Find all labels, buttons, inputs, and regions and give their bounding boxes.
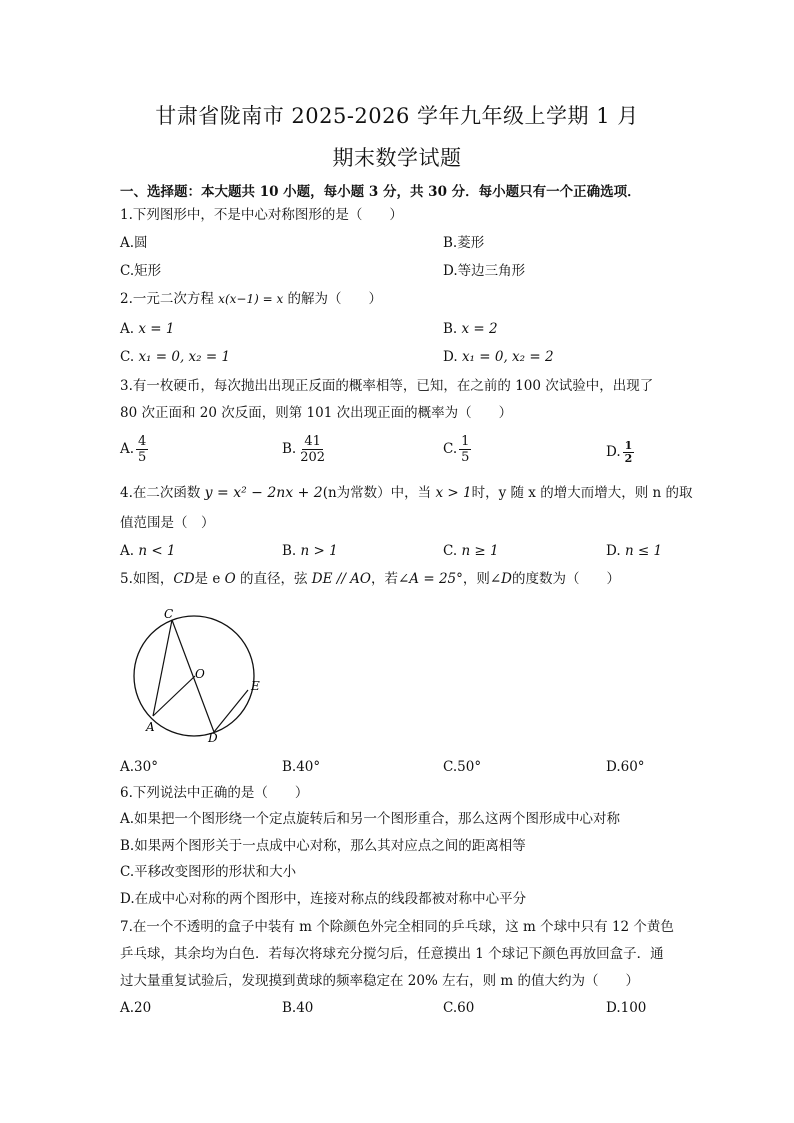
segment-cd-diameter [172,620,214,732]
option-label: B. [282,441,297,457]
question-7-option-d: D.100 [606,1000,647,1016]
option-label: C. [443,543,462,559]
option-label: B. [282,543,301,559]
question-6-option-c: C.平移改变图形的形状和大小 [120,864,297,880]
point-c-label: C [164,607,174,621]
point-o-label: O [195,667,205,681]
option-label: B. [443,321,462,337]
question-3-stem-line2: 80 次正面和 20 次反面，则第 101 次出现正面的概率为（ ） [120,405,513,421]
fraction [459,434,471,465]
stem-text: ，若 [370,571,398,587]
question-4-option-c [443,542,499,560]
point-e-label: E [251,679,260,693]
option-math: x₁ = 0, x₂ = 2 [461,349,554,365]
option-label: D. [443,349,462,365]
question-3-stem-line1: 3.有一枚硬币，每次抛出出现正反面的概率相等，已知，在之前的 100 次试验中，出现了 [120,378,654,394]
stem-text: 的度数为（ ） [512,571,621,587]
fraction-numerator: 4 [138,434,147,449]
question-4-option-b [282,542,338,560]
question-6-option-b: B.如果两个图形关于一点成中心对称，那么其对应点之间的距离相等 [120,838,526,854]
fraction [623,440,635,465]
question-2-stem-prefix: 2.一元二次方程 [120,291,219,307]
question-5-option-b: B.40° [282,759,321,775]
question-2-equation: x(x−1) = x [218,292,284,306]
stem-text: 5.如图， [120,571,174,587]
option-label: C. [120,349,139,365]
question-2-option-d [443,348,554,366]
question-4-stem-line1 [120,484,693,502]
condition-expression: x > 1 [435,485,472,501]
segment-ca [153,620,172,716]
question-3-option-a [120,434,148,465]
option-math: n < 1 [138,543,176,559]
fraction-denominator: 5 [461,450,470,465]
question-1-option-c: C.矩形 [120,263,162,279]
question-1-option-b: B.菱形 [443,235,485,251]
question-5-option-d: D.60° [606,759,645,775]
fraction-denominator: 202 [300,450,326,465]
stem-text: (n为常数）中，当 [322,485,436,501]
stem-text: 的直径，弦 [235,571,312,587]
exam-title-line1: 甘肃省陇南市 2025-2026 学年九年级上学期 1 月 [155,104,639,128]
question-1-option-a: A.圆 [120,235,148,251]
math-symbol: ∠D [489,571,513,587]
question-3-option-b [282,434,327,465]
question-4-option-a [120,542,176,560]
question-7-option-b: B.40 [282,1000,314,1016]
question-6-option-d: D.在成中心对称的两个图形中，连接对称点的线段都被对称中心平分 [120,891,527,907]
stem-text: ，则 [462,571,490,587]
option-label: D. [606,543,625,559]
question-4-stem-line2: 值范围是（ ） [120,515,215,531]
question-7-stem-line2: 乒乓球，其余均为白色．若每次将球充分搅匀后，任意摸出 1 个球记下颜色再放回盒子．通 [120,946,664,962]
option-label: C. [443,441,458,457]
stem-text: 4.在二次函数 [120,485,205,501]
function-expression: y = x² − 2nx + 2 [204,485,323,501]
fraction-numerator: 1 [461,434,470,449]
question-2-option-a [120,320,174,338]
question-1-stem: 1.下列图形中，不是中心对称图形的是（ ） [120,207,403,223]
stem-text: 是 e [194,571,225,587]
option-label: A. [120,321,139,337]
point-d-label: D [208,731,218,745]
fraction [136,434,148,465]
question-2-stem [120,290,382,308]
math-symbol: CD [173,571,195,587]
question-7-stem-line1: 7.在一个不透明的盒子中装有 m 个除颜色外完全相同的乒乓球，这 m 个球中只有 12 个黄色 [120,919,674,935]
question-5-stem [120,570,620,588]
fraction [298,434,327,465]
math-symbol: O [224,571,236,587]
question-4-option-d [606,542,662,560]
option-label: A. [120,441,135,457]
question-7-option-a: A.20 [120,1000,152,1016]
question-6-option-a: A.如果把一个图形绕一个定点旋转后和另一个图形重合，那么这两个图形成中心对称 [120,811,621,827]
math-symbol: DE // AO [311,571,371,587]
question-3-option-d [606,440,634,465]
question-1-option-d: D.等边三角形 [443,263,526,279]
question-7-option-c: C.60 [443,1000,475,1016]
fraction-numerator: 41 [304,434,321,449]
question-2-option-c [120,348,230,366]
option-math: x = 2 [461,321,498,337]
option-math: x₁ = 0, x₂ = 1 [138,349,231,365]
section-heading: 一、选择题：本大题共 10 小题，每小题 3 分，共 30 分．每小题只有一个正确选项． [120,184,641,200]
fraction-numerator: 1 [624,439,633,452]
question-6-stem: 6.下列说法中正确的是（ ） [120,785,309,801]
stem-text: 时，y 随 x 的增大而增大，则 n 的取 [471,485,693,501]
math-symbol: ∠A = 25° [397,571,463,587]
fraction-denominator: 5 [138,450,147,465]
option-math: n ≤ 1 [624,543,663,559]
question-7-stem-line3: 过大量重复试验后，发现摸到黄球的频率稳定在 20% 左右，则 m 的值大约为（ ） [120,973,639,989]
fraction-denominator: 2 [624,452,633,465]
circle-diagram [120,600,280,750]
question-5-option-a: A.30° [120,759,158,775]
circle-o [134,616,254,736]
point-a-label: A [146,720,155,734]
option-math: x = 1 [138,321,175,337]
option-label: D. [606,444,621,460]
question-2-stem-suffix: 的解为（ ） [283,291,383,307]
option-math: n ≥ 1 [461,543,499,559]
option-math: n > 1 [300,543,338,559]
question-3-option-c [443,434,471,465]
question-2-option-b [443,320,498,338]
option-label: A. [120,543,139,559]
exam-title-line2: 期末数学试题 [332,146,462,170]
question-5-option-c: C.50° [443,759,482,775]
